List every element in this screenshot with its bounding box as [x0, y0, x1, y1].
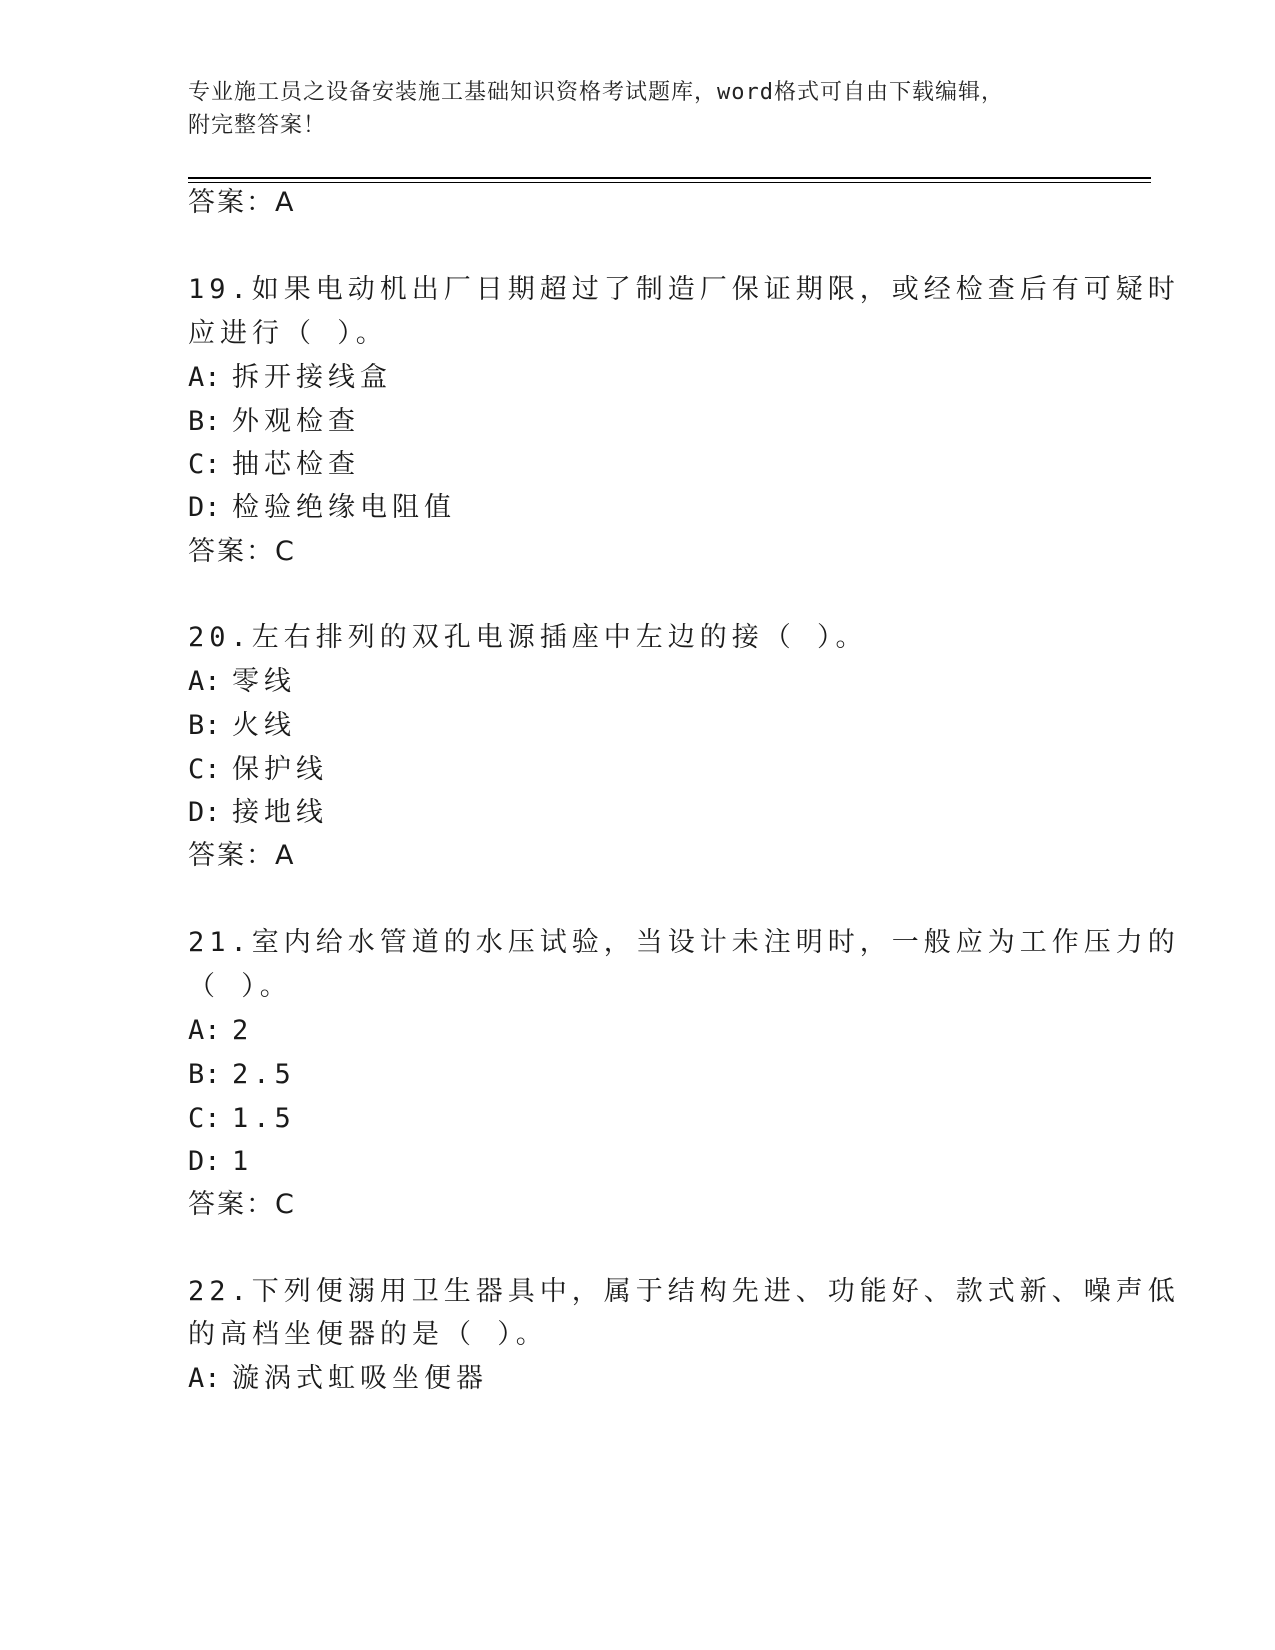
option-text: 保护线: [232, 754, 328, 785]
option-text: 2.5: [232, 1059, 296, 1090]
answer-19: 答案：C: [188, 536, 296, 567]
option-text: 抽芯检查: [232, 449, 360, 480]
header-divider-thick: [188, 177, 1151, 179]
question-22-line-1: 22.下列便溺用卫生器具中，属于结构先进、功能好、款式新、噪声低: [188, 1276, 1180, 1307]
option-text: 漩涡式虹吸坐便器: [232, 1363, 488, 1394]
question-20-option-c: [188, 753, 328, 787]
option-label: D:: [188, 797, 221, 828]
option-label: B:: [188, 710, 221, 741]
option-label: B:: [188, 1059, 221, 1090]
question-20-option-b: [188, 709, 296, 743]
question-20-line-1: 20.左右排列的双孔电源插座中左边的接（ ）。: [188, 622, 868, 653]
question-21-line-2: （ ）。: [188, 971, 292, 1002]
question-19-option-a: [188, 361, 392, 395]
answer-prev: 答案：A: [188, 187, 296, 218]
option-label: A:: [188, 1363, 221, 1394]
option-label: A:: [188, 666, 221, 697]
option-label: A:: [188, 362, 221, 393]
question-19-option-b: [188, 405, 360, 439]
option-label: D:: [188, 1146, 221, 1177]
question-21-option-c: [188, 1102, 296, 1136]
question-19-line-1: 19.如果电动机出厂日期超过了制造厂保证期限，或经检查后有可疑时: [188, 274, 1180, 305]
header-divider-thin: [188, 182, 1151, 183]
question-21-option-d: [188, 1145, 253, 1179]
option-text: 检验绝缘电阻值: [232, 492, 456, 523]
option-label: C:: [188, 754, 221, 785]
question-20-option-a: [188, 665, 296, 699]
question-21-line-1: 21.室内给水管道的水压试验，当设计未注明时，一般应为工作压力的: [188, 927, 1180, 958]
option-text: 拆开接线盒: [232, 362, 392, 393]
option-text: 接地线: [232, 797, 328, 828]
question-22-line-2: 的高档坐便器的是（ ）。: [188, 1319, 548, 1350]
question-20-option-d: [188, 796, 328, 830]
option-text: 零线: [232, 666, 296, 697]
question-19-option-d: [188, 491, 456, 525]
question-19-option-c: [188, 448, 360, 482]
option-text: 火线: [232, 710, 296, 741]
option-text: 外观检查: [232, 406, 360, 437]
option-text: 1: [232, 1146, 254, 1177]
answer-21: 答案：C: [188, 1189, 296, 1220]
option-text: 2: [232, 1015, 254, 1046]
option-text: 1.5: [232, 1103, 296, 1134]
option-label: D:: [188, 492, 221, 523]
header-line-2: 附完整答案！: [188, 113, 327, 138]
question-21-option-a: [188, 1014, 253, 1048]
question-22-option-a: [188, 1362, 488, 1396]
option-label: C:: [188, 1103, 221, 1134]
question-21-option-b: [188, 1058, 296, 1092]
option-label: C:: [188, 449, 221, 480]
answer-20: 答案：A: [188, 840, 296, 871]
option-label: A:: [188, 1015, 221, 1046]
header-line-1: 专业施工员之设备安装施工基础知识资格考试题库，word格式可自由下载编辑，: [188, 80, 1004, 105]
question-19-line-2: 应进行（ ）。: [188, 318, 388, 349]
document-header: [188, 76, 1088, 142]
option-label: B:: [188, 406, 221, 437]
